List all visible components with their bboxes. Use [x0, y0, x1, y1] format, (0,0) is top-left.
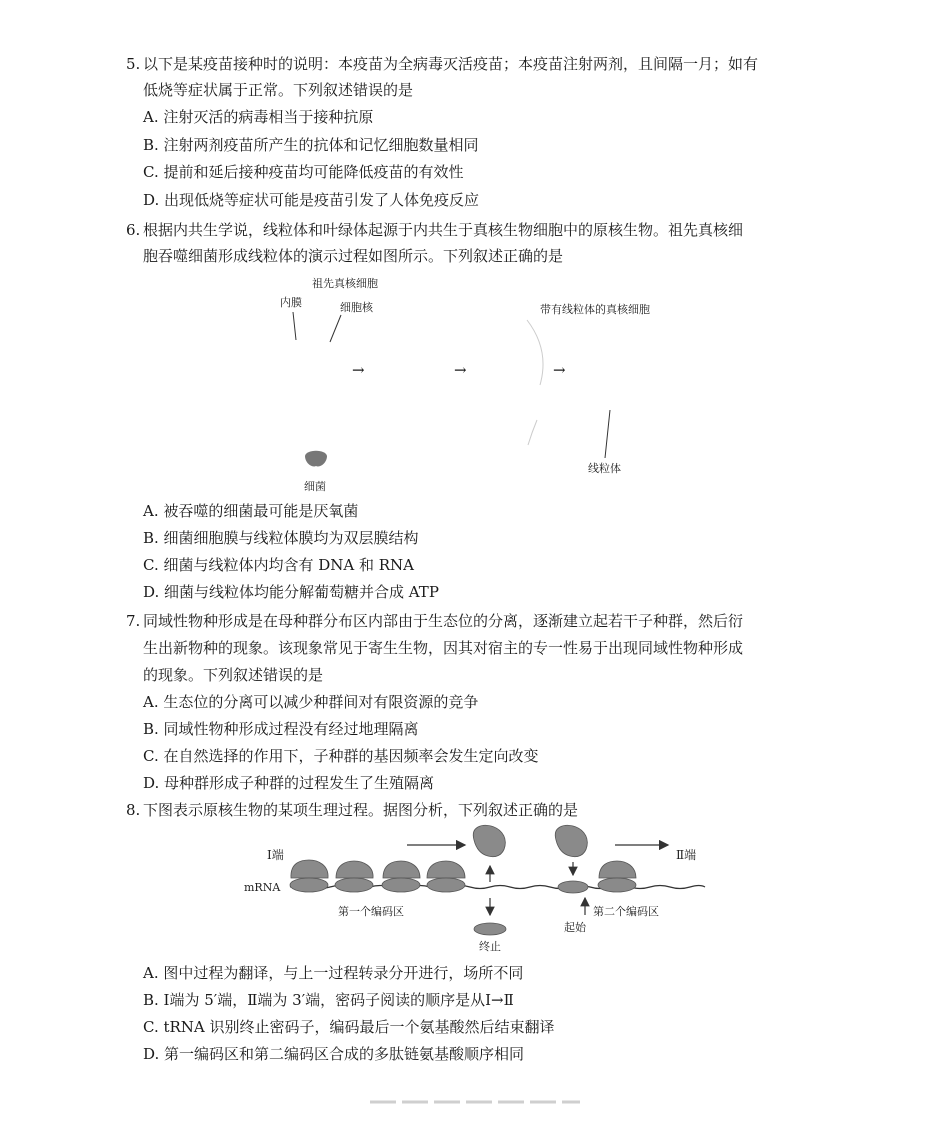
option-b[interactable]: B. 同域性物种形成过程没有经过地理隔离 — [143, 720, 419, 738]
option-b[interactable]: B. 注射两剂疫苗所产生的抗体和记忆细胞数量相同 — [143, 136, 479, 154]
figure-label-ancestor-cell: 祖先真核细胞 — [312, 277, 378, 290]
question-stem-line: 同域性物种形成是在母种群分布区内部由于生态位的分离，逐渐建立起若干子种群，然后衍 — [143, 612, 744, 630]
option-c[interactable]: C. 细菌与线粒体内均含有 DNA 和 RNA — [143, 556, 415, 574]
figure-label-start: 起始 — [564, 921, 586, 934]
option-c[interactable]: C. 提前和延后接种疫苗均可能降低疫苗的有效性 — [143, 163, 464, 181]
ribosome — [335, 861, 373, 892]
page-footer-mark — [370, 1098, 580, 1106]
figure-label-mitochondrion: 线粒体 — [588, 462, 621, 475]
question-stem-line: 的现象。下列叙述错误的是 — [143, 666, 324, 684]
question-stem-line: 低烧等症状属于正常。下列叙述错误的是 — [143, 81, 414, 99]
figure-label-mrna: mRNA — [244, 881, 281, 894]
question-stem-line: 胞吞噬细菌形成线粒体的演示过程如图所示。下列叙述正确的是 — [143, 247, 564, 265]
option-c[interactable]: C. tRNA 识别终止密码子，编码最后一个氨基酸然后结束翻译 — [143, 1018, 555, 1036]
small-subunit — [474, 923, 506, 935]
ribosome — [427, 861, 465, 892]
question-number: 6. — [126, 221, 141, 239]
question-stem-line: 生出新物种的现象。该现象常见于寄生生物，因其对宿主的专一性易于出现同域性物种形成 — [143, 639, 744, 657]
option-a[interactable]: A. 注射灭活的病毒相当于接种抗原 — [143, 108, 374, 126]
large-subunit — [555, 825, 587, 856]
ribosome — [598, 861, 636, 892]
option-b[interactable]: B. Ⅰ端为 5′端，Ⅱ端为 3′端，密码子阅读的顺序是从Ⅰ→Ⅱ — [143, 991, 514, 1009]
figure-label-end-1: Ⅰ端 — [267, 848, 284, 862]
figure-label-bacteria: 细菌 — [304, 480, 326, 493]
figure-label-membrane: 内膜 — [280, 296, 302, 309]
option-b[interactable]: B. 细菌细胞膜与线粒体膜均为双层膜结构 — [143, 529, 419, 547]
option-a[interactable]: A. 生态位的分离可以减少种群间对有限资源的竞争 — [143, 693, 479, 711]
question-number: 8. — [126, 801, 141, 819]
question-stem-line: 根据内共生学说，线粒体和叶绿体起源于内共生于真核生物细胞中的原核生物。祖先真核细 — [143, 221, 744, 239]
option-d[interactable]: D. 第一编码区和第二编码区合成的多肽链氨基酸顺序相同 — [143, 1045, 525, 1063]
figure-label-end-2: Ⅱ端 — [676, 848, 697, 862]
option-a[interactable]: A. 图中过程为翻译，与上一过程转录分开进行，场所不同 — [143, 964, 524, 982]
figure-label-region-2: 第二个编码区 — [593, 905, 659, 918]
option-d[interactable]: D. 细菌与线粒体均能分解葡萄糖并合成 ATP — [143, 583, 439, 601]
question-number: 7. — [126, 612, 141, 630]
large-subunit — [473, 825, 505, 856]
figure-label-eukaryote: 带有线粒体的真核细胞 — [540, 303, 650, 316]
process-arrow: → — [553, 361, 566, 379]
process-arrow: → — [352, 361, 365, 379]
option-c[interactable]: C. 在自然选择的作用下，子种群的基因频率会发生定向改变 — [143, 747, 539, 765]
ribosome — [290, 860, 328, 892]
small-subunit — [558, 881, 588, 893]
process-arrow: → — [454, 361, 467, 379]
option-a[interactable]: A. 被吞噬的细菌最可能是厌氧菌 — [143, 502, 359, 520]
question-number: 5. — [126, 55, 141, 73]
figure-label-region-1: 第一个编码区 — [338, 905, 404, 918]
figure-label-nucleus: 细胞核 — [340, 301, 373, 314]
option-d[interactable]: D. 出现低烧等症状可能是疫苗引发了人体免疫反应 — [143, 191, 480, 209]
figure-label-stop: 终止 — [479, 940, 501, 953]
ribosome — [382, 861, 420, 892]
question-stem-line: 以下是某疫苗接种时的说明：本疫苗为全病毒灭活疫苗；本疫苗注射两剂，且间隔一月；如有 — [143, 55, 759, 73]
option-d[interactable]: D. 母种群形成子种群的过程发生了生殖隔离 — [143, 774, 435, 792]
question-stem-line: 下图表示原核生物的某项生理过程。据图分析，下列叙述正确的是 — [143, 801, 579, 819]
